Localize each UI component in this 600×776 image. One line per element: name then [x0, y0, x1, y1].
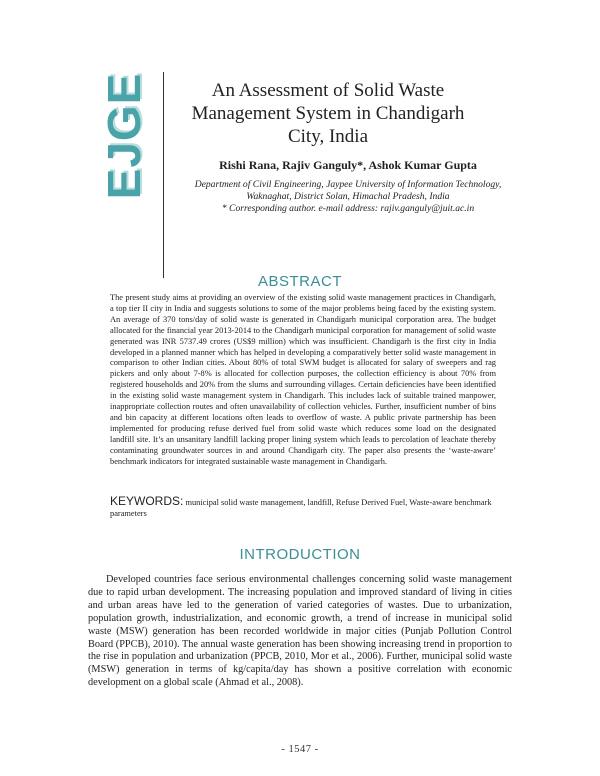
- journal-logo-text: EJGE: [98, 72, 150, 200]
- introduction-body: Developed countries face serious environmental challenges concerning solid waste management due to rapid urban development. The increasing population and improved standard of living in cities and urban areas have led to the generation of varied categories of wastes. Due to urbanization, population growth, industrialization, and economic growth, a trend of increase in municipal solid waste (MSW) generation has been recorded worldwide in major cities (Punjab Pollution Control Board (PPCB), 2010). The annual waste generation has been showing increasing trend in proportion to the rise in population and urbanization (PPCB, 2010, Mor et al., 2006). Further, municipal solid waste (MSW) generation in terms of kg/capita/day has shown a positive correlation with economic development on a global scale (Ahmad et al., 2008).: [88, 574, 512, 689]
- keywords-label: KEYWORDS:: [110, 494, 184, 508]
- abstract-heading: ABSTRACT: [257, 273, 342, 290]
- journal-logo: [94, 72, 154, 200]
- affiliation-line: Department of Civil Engineering, Jaypee University of Information Technology,: [194, 179, 502, 190]
- page-number: - 1547 -: [281, 744, 319, 755]
- abstract-body: The present study aims at providing an overview of the existing solid waste management practices in Chandigarh, a top tier II city in India and suggests solutions to some of the major problems being faced by the existing system. An average of 370 tons/day of solid waste is generated in Chandigarh municipal corporation area. The budget allocated for the financial year 2013-2014 to the Chandigarh municipal corporation for management of solid waste generated was INR 5737.49 crores (US$9 million) which was insufficient. Chandigarh is the first city in India developed in a planned manner which has helped in developing a comparatively better solid waste management in comparison to other Indian cities. About 80% of total SWM budget is allocated for salary of sweepers and rag pickers and only about 7-8% is allocated for collection purposes, the collection efficiency is about 70% from registered households and 20% from the slums and surrounding villages. Certain deficiencies have been identified in the existing solid waste management system in Chandigarh. This includes lack of suitable trained manpower, inappropriate collection routes and often unavailability of collection vehicles. Further, insufficient number of bins and bin capacity at different locations often leads to overflow of waste. A public private partnership has been implemented for producing refuse derived fuel from solid waste which reduces some load on the designated landfill site. It’s an unsanitary landfill lacking proper lining system which leads to percolation of leachate thereby contaminating groundwater sources in and around Chandigarh city. The paper also presents the ‘waste-aware’ benchmark indicators for integrated sustainable waste management in Chandigarh.: [110, 293, 496, 466]
- author-affiliation: [170, 179, 526, 215]
- header-divider: [163, 72, 164, 278]
- affiliation-line: Waknaghat, District Solan, Himachal Pradesh, India: [246, 191, 450, 202]
- corresponding-author-line: * Corresponding author. e-mail address: rajiv.ganguly@juit.ac.in: [221, 203, 475, 214]
- keywords-text: municipal solid waste management, landfill, Refuse Derived Fuel, Waste-aware benchmark parameters: [110, 498, 492, 518]
- introduction-heading: INTRODUCTION: [239, 546, 361, 563]
- paper-authors: Rishi Rana, Rajiv Ganguly*, Ashok Kumar Gupta: [219, 158, 477, 172]
- paper-title: An Assessment of Solid Waste Management System in Chandigarh City, India: [191, 80, 465, 147]
- keywords-block: [110, 496, 496, 519]
